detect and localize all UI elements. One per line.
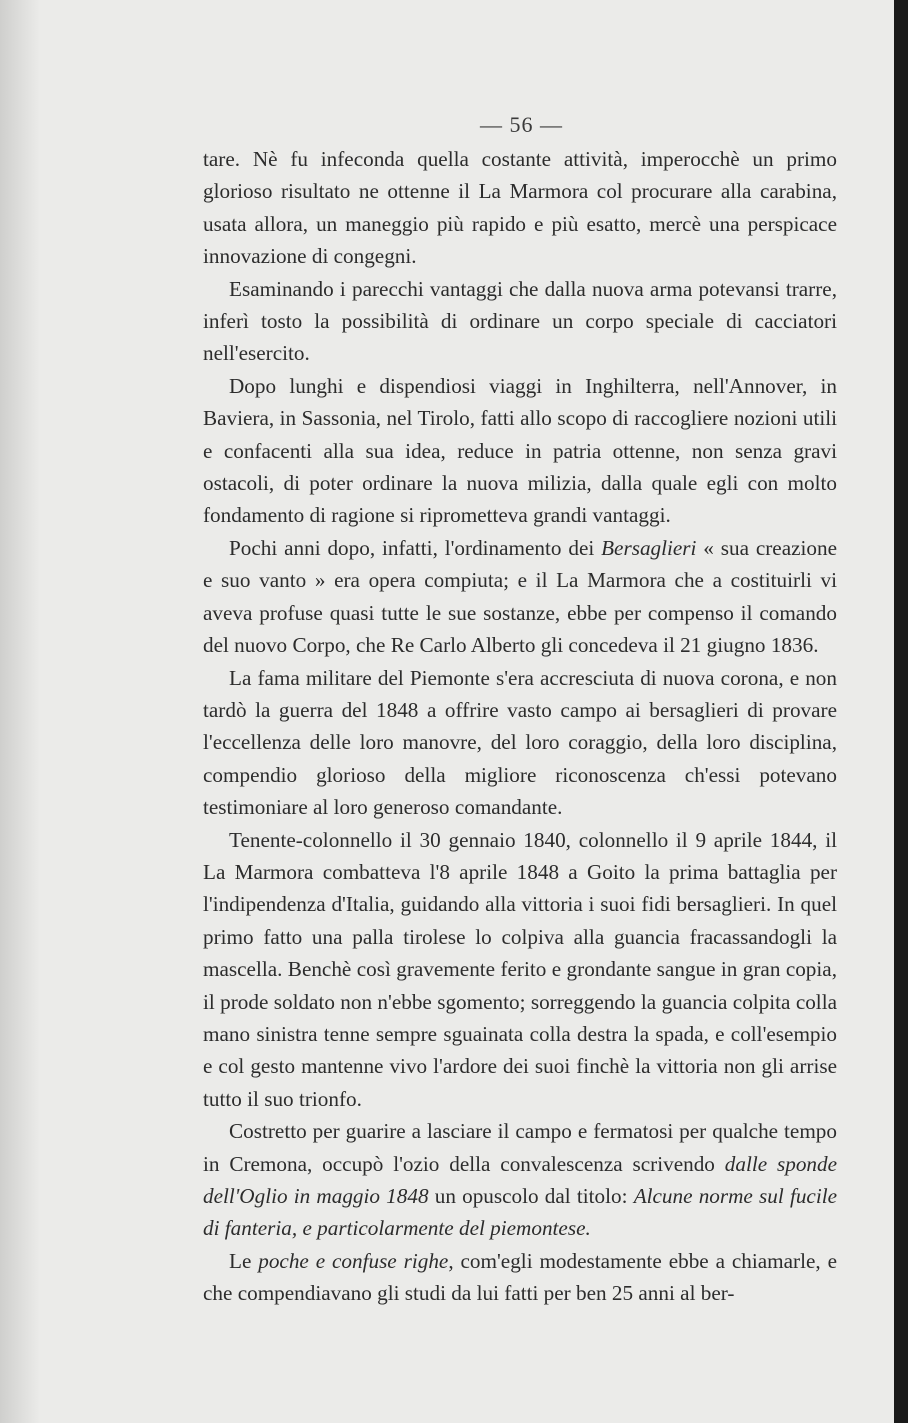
paragraph-4-text-a: Pochi anni dopo, infatti, l'ordinamento dei [229, 535, 602, 560]
paragraph-5: La fama militare del Piemonte s'era accresciuta di nuova corona, e non tardò la guerra del 1848 a offrire vasto campo ai bersaglieri di provare l'eccellenza delle loro manovre, del loro coraggio, della loro disciplina, compendio glorioso della migliore riconoscenza ch'essi potevano testimoniare al loro generoso comandante. [203, 665, 837, 820]
paragraph-2: Esaminando i parecchi vantaggi che dalla nuova arma potevansi trarre, inferì tosto la possibilità di ordinare un corpo speciale di cacciatori nell'esercito. [203, 276, 837, 366]
bersaglieri-italic: Bersaglieri [601, 535, 697, 560]
quote-italic: poche e confuse righe [258, 1248, 449, 1273]
paragraph-3: Dopo lunghi e dispendiosi viaggi in Inghilterra, nell'Annover, in Baviera, in Sassonia, nel Tirolo, fatti allo scopo di raccogliere nozioni utili e confacenti alla sua idea, reduce in patria ottenne, non senza gravi ostacoli, di poter ordinare la nuova milizia, dalla quale egli con molto fondamento di ragione si riprometteva grandi vantaggi. [203, 373, 837, 528]
paragraph-1: tare. Nè fu infeconda quella costante attività, imperocchè un primo glorioso risultato ne ottenne il La Marmora col procurare alla carabina, usata allora, un maneggio più rapido e più esatto, mercè una perspicace innovazione di congegni. [203, 147, 837, 269]
paragraph-7-text-c: un opuscolo dal titolo: [428, 1184, 634, 1208]
paragraph-7-text-a: Costretto per guarire a lasciare il campo e fermatosi per qualche tempo in Cremona, occupò l'ozio della convalescenza scrivendo [203, 1119, 837, 1176]
paragraph-4 [203, 532, 837, 662]
body-text [203, 143, 837, 1310]
paragraph-4-text-c: « sua creazione e suo vanto » era opera compiuta; e il La Marmora che a costituirli vi aveva profuse quasi tutte le sue sostanze, ebbe per compenso il comando del nuovo Corpo, che Re Carlo Alberto gli concedeva il 21 giugno 1836. [203, 535, 837, 658]
paragraph-7 [203, 1115, 837, 1245]
paragraph-6: Tenente-colonnello il 30 gennaio 1840, colonnello il 9 aprile 1844, il La Marmora combatteva l'8 aprile 1848 a Goito la prima battaglia per l'indipendenza d'Italia, guidando alla vittoria i suoi fidi bersaglieri. In quel primo fatto una palla tirolese lo colpiva alla guancia fracassandogli la mascella. Benchè così gravemente ferito e grondante sangue in gran copia, il prode soldato non n'ebbe sgomento; sorreggendo la guancia colpita colla mano sinistra tenne sempre sguainata colla destra la spada, e coll'esempio e col gesto mantenne vivo l'ardore dei suoi finchè la vittoria non gli arrise tutto il suo trionfo. [203, 827, 837, 1111]
page-shadow-left [0, 0, 40, 1423]
paragraph-8 [203, 1245, 837, 1310]
page-number: — 56 — [480, 112, 563, 137]
page-edge-right [894, 0, 908, 1423]
place-date-italic: dalle sponde dell'Oglio in maggio 1848 [203, 1151, 838, 1208]
paragraph-8-text-c: , com'egli modestamente ebbe a chiamarle, e che compendiavano gli studi da lui fatti per ben 25 anni al ber- [203, 1248, 837, 1306]
pamphlet-title-italic: Alcune norme sul fucile di fanteria, e particolarmente del piemontese. [203, 1184, 837, 1241]
paragraph-8-text-a: Le [229, 1248, 259, 1273]
